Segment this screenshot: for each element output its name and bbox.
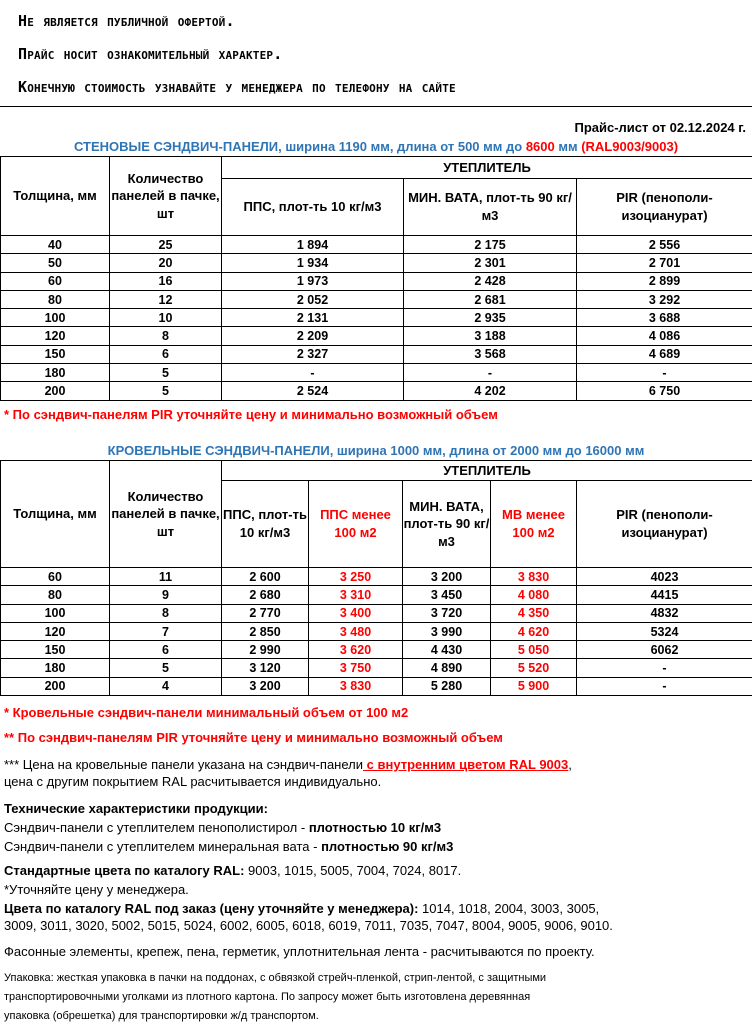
col-header-pir: PIR (пенополи-изоцианурат)	[577, 481, 752, 568]
table-row	[1, 382, 752, 400]
cell-thickness: 60	[1, 272, 110, 290]
cell-thickness: 180	[1, 659, 110, 677]
col-header-insulation: УТЕПЛИТЕЛЬ	[222, 461, 752, 481]
cell-thickness: 80	[1, 290, 110, 308]
cell-pir: 3 688	[577, 309, 752, 327]
cell-pir: 4023	[577, 568, 752, 586]
cell-pps: 1 973	[222, 272, 404, 290]
cell-pps: 2 131	[222, 309, 404, 327]
packing-line-3: упаковка (обрешетка) для транспортировки ж/д транспортом.	[4, 1007, 744, 1026]
roof-panels-title: КРОВЕЛЬНЫЕ СЭНДВИЧ-ПАНЕЛИ, ширина 1000 мм, длина от 2000 мм до 16000 мм	[0, 443, 752, 458]
custom-colors-list-1: 1014, 1018, 2004, 3003, 3005,	[418, 901, 599, 916]
cell-pps: 2 209	[222, 327, 404, 345]
cell-pir: 2 701	[577, 254, 752, 272]
cell-mv-small-volume: 4 620	[491, 622, 577, 640]
cell-pir: 6062	[577, 641, 752, 659]
cell-pack-count: 5	[110, 364, 222, 382]
table-row	[1, 272, 752, 290]
cell-pir: 4 689	[577, 345, 752, 363]
tech-spec-pps-density: плотностью 10 кг/м3	[309, 820, 441, 835]
cell-thickness: 40	[1, 236, 110, 254]
wall-price-table	[0, 156, 752, 401]
cell-minvata: 3 200	[403, 568, 491, 586]
cell-pack-count: 9	[110, 586, 222, 604]
cell-thickness: 100	[1, 604, 110, 622]
notice-final-price: Конечную стоимость узнавайте у менеджера по телефону на сайте	[18, 78, 456, 96]
cell-pir: -	[577, 364, 752, 382]
cell-pir: -	[577, 677, 752, 695]
cell-pack-count: 4	[110, 677, 222, 695]
cell-pps: 2 680	[222, 586, 309, 604]
tech-spec-minvata-text: Сэндвич-панели с утеплителем минеральная вата -	[4, 839, 321, 854]
cell-thickness: 50	[1, 254, 110, 272]
table-row	[1, 568, 752, 586]
cell-pps-small-volume: 3 830	[309, 677, 403, 695]
cell-pps-small-volume: 3 400	[309, 604, 403, 622]
wall-title-text: СТЕНОВЫЕ СЭНДВИЧ-ПАНЕЛИ, ширина 1190 мм, длина от 500 мм до	[74, 139, 526, 154]
cell-mv-small-volume: 5 900	[491, 677, 577, 695]
ral-note-comma: ,	[568, 757, 572, 772]
cell-pps: 2 770	[222, 604, 309, 622]
table-row	[1, 641, 752, 659]
cell-pir: 5324	[577, 622, 752, 640]
table-row	[1, 309, 752, 327]
cell-pir: 4415	[577, 586, 752, 604]
ral-note-text: *** Цена на кровельные панели указана на сэндвич-панели	[4, 757, 363, 772]
cell-minvata: -	[404, 364, 577, 382]
cell-pps: 2 052	[222, 290, 404, 308]
cell-thickness: 120	[1, 327, 110, 345]
col-header-minvata: МИН. ВАТА, плот-ть 90 кг/м3	[403, 481, 491, 568]
cell-pack-count: 7	[110, 622, 222, 640]
cell-thickness: 200	[1, 382, 110, 400]
table-row	[1, 327, 752, 345]
wall-title-mm: мм	[555, 139, 581, 154]
cell-thickness: 60	[1, 568, 110, 586]
cell-pack-count: 12	[110, 290, 222, 308]
cell-pack-count: 6	[110, 641, 222, 659]
custom-colors	[4, 901, 599, 916]
table-row	[1, 677, 752, 695]
cell-pack-count: 10	[110, 309, 222, 327]
cell-thickness: 150	[1, 345, 110, 363]
cell-mv-small-volume: 4 080	[491, 586, 577, 604]
cell-thickness: 200	[1, 677, 110, 695]
packing-line-2: транспортировочными уголками из плотного картона. По запросу может быть изготовлена деревянная	[4, 988, 744, 1007]
cell-pack-count: 25	[110, 236, 222, 254]
cell-thickness: 150	[1, 641, 110, 659]
cell-thickness: 100	[1, 309, 110, 327]
cell-pps: 2 327	[222, 345, 404, 363]
cell-pps: 2 600	[222, 568, 309, 586]
wall-title-ral: (RAL9003/9003)	[581, 139, 678, 154]
cell-minvata: 3 568	[404, 345, 577, 363]
cell-minvata: 3 188	[404, 327, 577, 345]
cell-thickness: 120	[1, 622, 110, 640]
standard-colors	[4, 863, 461, 878]
cell-pps-small-volume: 3 250	[309, 568, 403, 586]
cell-pps: 1 934	[222, 254, 404, 272]
clarify-price-note: *Уточняйте цену у менеджера.	[4, 882, 189, 897]
cell-minvata: 3 450	[403, 586, 491, 604]
cell-pack-count: 5	[110, 659, 222, 677]
standard-colors-label: Стандартные цвета по каталогу RAL:	[4, 863, 244, 878]
tech-specs-title: Технические характеристики продукции:	[4, 801, 268, 816]
cell-pps: 1 894	[222, 236, 404, 254]
col-header-pack-count: Количество панелей в пачке, шт	[110, 461, 222, 568]
cell-minvata: 3 990	[403, 622, 491, 640]
table-row	[1, 290, 752, 308]
cell-mv-small-volume: 3 830	[491, 568, 577, 586]
wall-title-max-length: 8600	[526, 139, 555, 154]
wall-pir-footnote: * По сэндвич-панелям PIR уточняйте цену и минимально возможный объем	[4, 407, 498, 422]
table-row	[1, 586, 752, 604]
cell-minvata: 2 175	[404, 236, 577, 254]
col-header-pps-small-volume: ППС менее 100 м2	[309, 481, 403, 568]
cell-pps-small-volume: 3 620	[309, 641, 403, 659]
tech-spec-minvata-density: плотностью 90 кг/м3	[321, 839, 453, 854]
col-header-minvata: МИН. ВАТА, плот-ть 90 кг/м3	[404, 179, 577, 236]
ral-note-highlight: с внутренним цветом RAL 9003	[363, 757, 568, 772]
cell-thickness: 80	[1, 586, 110, 604]
cell-pir: -	[577, 659, 752, 677]
cell-minvata: 2 935	[404, 309, 577, 327]
divider	[0, 106, 752, 107]
cell-minvata: 2 301	[404, 254, 577, 272]
table-row	[1, 622, 752, 640]
cell-pir: 4832	[577, 604, 752, 622]
ral-9003-note	[4, 757, 572, 772]
table-row	[1, 236, 752, 254]
fittings-note: Фасонные элементы, крепеж, пена, герметик, уплотнительная лента - расчитываются по проекту.	[4, 944, 595, 959]
cell-pack-count: 5	[110, 382, 222, 400]
table-row	[1, 364, 752, 382]
cell-pps: 2 524	[222, 382, 404, 400]
col-header-thickness: Толщина, мм	[1, 157, 110, 236]
col-header-mv-small-volume: МВ менее 100 м2	[491, 481, 577, 568]
col-header-pack-count: Количество панелей в пачке, шт	[110, 157, 222, 236]
cell-pps: 3 200	[222, 677, 309, 695]
roof-pir-footnote: ** По сэндвич-панелям PIR уточняйте цену и минимально возможный объем	[4, 730, 503, 745]
cell-pps: -	[222, 364, 404, 382]
cell-minvata: 4 890	[403, 659, 491, 677]
cell-thickness: 180	[1, 364, 110, 382]
cell-mv-small-volume: 5 520	[491, 659, 577, 677]
col-header-pps: ППС, плот-ть 10 кг/м3	[222, 179, 404, 236]
roof-min-volume-footnote: * Кровельные сэндвич-панели минимальный объем от 100 м2	[4, 705, 408, 720]
cell-pps: 2 850	[222, 622, 309, 640]
tech-spec-pps	[4, 820, 441, 835]
cell-pir: 2 556	[577, 236, 752, 254]
cell-mv-small-volume: 5 050	[491, 641, 577, 659]
cell-pps-small-volume: 3 480	[309, 622, 403, 640]
wall-panels-title	[0, 139, 752, 154]
cell-pack-count: 8	[110, 327, 222, 345]
notice-informational: Прайс носит ознакомительный характер.	[18, 45, 282, 63]
cell-minvata: 4 430	[403, 641, 491, 659]
cell-minvata: 3 720	[403, 604, 491, 622]
price-list-date: Прайс-лист от 02.12.2024 г.	[574, 120, 746, 135]
cell-pack-count: 6	[110, 345, 222, 363]
cell-pps-small-volume: 3 750	[309, 659, 403, 677]
packing-note	[4, 969, 744, 1026]
col-header-insulation: УТЕПЛИТЕЛЬ	[222, 157, 752, 179]
cell-pack-count: 8	[110, 604, 222, 622]
tech-spec-pps-text: Сэндвич-панели с утеплителем пенополистирол -	[4, 820, 309, 835]
cell-pps-small-volume: 3 310	[309, 586, 403, 604]
table-row	[1, 659, 752, 677]
cell-pack-count: 20	[110, 254, 222, 272]
cell-pir: 6 750	[577, 382, 752, 400]
table-row	[1, 345, 752, 363]
cell-minvata: 5 280	[403, 677, 491, 695]
standard-colors-list: 9003, 1015, 5005, 7004, 7024, 8017.	[244, 863, 461, 878]
cell-pir: 2 899	[577, 272, 752, 290]
cell-minvata: 2 681	[404, 290, 577, 308]
cell-mv-small-volume: 4 350	[491, 604, 577, 622]
cell-minvata: 4 202	[404, 382, 577, 400]
tech-spec-minvata	[4, 839, 453, 854]
cell-pack-count: 11	[110, 568, 222, 586]
col-header-thickness: Толщина, мм	[1, 461, 110, 568]
table-row	[1, 604, 752, 622]
table-row	[1, 254, 752, 272]
cell-pir: 3 292	[577, 290, 752, 308]
ral-note-line2: цена с другим покрытием RAL расчитывается индивидуально.	[4, 774, 381, 789]
col-header-pps: ППС, плот-ть 10 кг/м3	[222, 481, 309, 568]
cell-pps: 2 990	[222, 641, 309, 659]
roof-price-table	[0, 460, 752, 696]
packing-line-1: Упаковка: жесткая упаковка в пачки на поддонах, с обвязкой стрейч-пленкой, стрип-лентой, с защитными	[4, 969, 744, 988]
col-header-pir: PIR (пенополи-изоцианурат)	[577, 179, 752, 236]
cell-pir: 4 086	[577, 327, 752, 345]
notice-public-offer: Не является публичной офертой.	[18, 12, 235, 30]
cell-pps: 3 120	[222, 659, 309, 677]
custom-colors-label: Цвета по каталогу RAL под заказ (цену уточняйте у менеджера):	[4, 901, 418, 916]
cell-minvata: 2 428	[404, 272, 577, 290]
custom-colors-list-2: 3009, 3011, 3020, 5002, 5015, 5024, 6002, 6005, 6018, 6019, 7011, 7035, 7047, 8004, 9005, 9006, 9010.	[4, 918, 613, 933]
cell-pack-count: 16	[110, 272, 222, 290]
